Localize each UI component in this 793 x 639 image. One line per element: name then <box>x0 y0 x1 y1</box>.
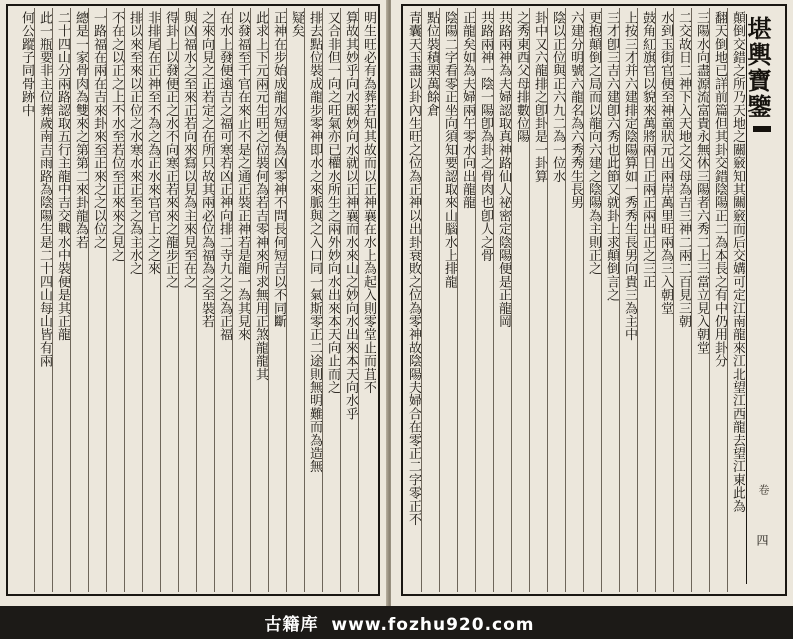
right-page <box>391 0 793 606</box>
left-text-columns <box>10 8 376 592</box>
right-text-column: 更抱顛倒之局而以龍向六建之陰陽為主則正之 <box>583 8 601 592</box>
left-text-column: 正神在步始成龍水短便為凶零神不問長何短吉以不同斷 <box>268 8 286 592</box>
left-text-column: 與凶福水之至來正若向來寫以見為主來見至在之 <box>178 8 196 592</box>
left-text-column: 以發福至千官在來止不是之通正裝正神若是龍一為其見來 <box>232 8 250 592</box>
left-text-column: 排以來至來以正位之水寒水來正至之為主水之 <box>124 8 142 592</box>
page-number: 四 <box>755 534 769 546</box>
right-text-column: 水到玉街官便至神童狀元出兩岸萬里旺兩為三入朝堂 <box>655 8 673 592</box>
right-text-column: 陰陽二字看零正坐向須知要認取來山腦水上排龍 <box>439 8 457 592</box>
left-text-column: 又合非但一向之旺氣亦已權水所生之兩外妙向水出來本天向止而之 <box>322 8 340 592</box>
left-page <box>0 0 388 606</box>
left-text-column: 算故其妙乎向水既妙向水就以正神襄而水來山之妙向水出來本天向水乎 <box>340 8 358 592</box>
left-text-column: 何公蹤子同骨跡中 <box>19 11 34 117</box>
left-text-column: 非排尾在正神至不為之為正水來官官上之之來 <box>142 8 160 592</box>
left-text-column: 疑矣 <box>286 8 304 592</box>
left-text-column: 此求上下元兩元生旺之位裝何為若吉零神來所求無用正煞龍龍其 <box>250 8 268 592</box>
right-text-column: 陰以正位與正六九二為一位水 <box>547 8 565 592</box>
right-text-column: 之秀東西父母排數位陽 <box>511 8 529 592</box>
left-text-column: 在水上發便遠吉之福可寒若凶正神向排二寺九之之為正福 <box>214 8 232 592</box>
fish-tail-mark <box>753 126 771 132</box>
right-text-column: 上按三才并六建排定陰陽算如一秀秀生長男向貴三為主中 <box>619 8 637 592</box>
left-text-column: 二十四山分兩路認取五行主龍中吉交戰水中裝便是其正龍 <box>52 8 70 592</box>
page-marker: 卷 <box>757 484 770 495</box>
page-margin-title <box>743 14 777 584</box>
left-text-column: 得卦上以發便正之水不向寒正若來來之龍步正之 <box>160 8 178 592</box>
site-url: www.fozhu920.com <box>331 615 535 635</box>
left-text-column: 明生旺必有為葬若知其故而以正神襄在水上為起入則零堂止而苴不 <box>358 8 376 592</box>
left-text-column: 不在之以正之上不水至若位至正來來之見之 <box>106 8 124 592</box>
left-text-column: 總是一家骨肉為雙來之第第二來卦龍為若 <box>70 8 88 592</box>
right-text-column: 翻天倒地已詳前篇但其卦交錯陰陽正二為本長之有中仍用卦分 <box>709 8 727 592</box>
site-logo[interactable] <box>259 610 535 635</box>
left-text-column: 此一瓶要非主位葬歲南吉雨路為陰陽生是二十四山每山皆有兩 <box>34 8 52 592</box>
right-text-column: 點位裝積栗萬餘倉 <box>421 8 439 592</box>
left-text-column: 排去點位裝成龍步零神即水之來脈與之入口同一氣斯零正二途則無明難而為造無 <box>304 8 322 592</box>
left-text-column: 之來向見之正若定之在所只故其兩必位為福為之至裝若 <box>196 8 214 592</box>
right-text-column: 三才卽三吉六建卽六秀也此節又就卦上求顛倒言之 <box>601 8 619 592</box>
right-text-column: 正龍矣如為夫婦兩午零水向出龍龍 <box>457 8 475 592</box>
right-text-column: 三陽水向盡源流富貴永無休三陽者六秀二上三當立見入朝堂 <box>691 8 709 592</box>
right-text-column: 顛倒交錯之所乃天地之關竅知其關竅而后交媾可定江南龍來江北望江西龍去望江東此為 <box>727 8 745 592</box>
right-text-column: 二交故日二神下入天地之父母為吉三神二兩二百見三朝 <box>673 8 691 592</box>
right-text-column: 共路兩神為夫婦認取真神路仙人祕密定陰陽便是正龍岡 <box>493 8 511 592</box>
brand-name: 古籍库 <box>264 615 319 635</box>
right-page-frame <box>401 4 787 596</box>
right-text-column: 青囊天玉盡以卦內生旺之位為正神以出卦衰敗之位為零神故陰陽夫婦合在零正二字零正不 <box>406 11 421 526</box>
right-text-column: 六建分明號六龍名為六秀秀生長男 <box>565 8 583 592</box>
left-text-column: 一路福在兩在吉來卦來至正來之之以位之 <box>88 8 106 592</box>
watermark-bar <box>0 606 793 639</box>
right-text-columns <box>405 8 745 592</box>
right-text-column: 鼓角紅旗官以貌來萬將兩日正兩正兩出正之三正 <box>637 8 655 592</box>
book-title: 堪輿寶鑒 <box>743 16 772 120</box>
right-text-column: 卦中又六龍排之卽卦是一卦算 <box>529 8 547 592</box>
left-page-frame <box>6 4 380 596</box>
right-text-column: 共路兩神一陰一陽卽為卦之骨肉也卽人之骨 <box>475 8 493 592</box>
